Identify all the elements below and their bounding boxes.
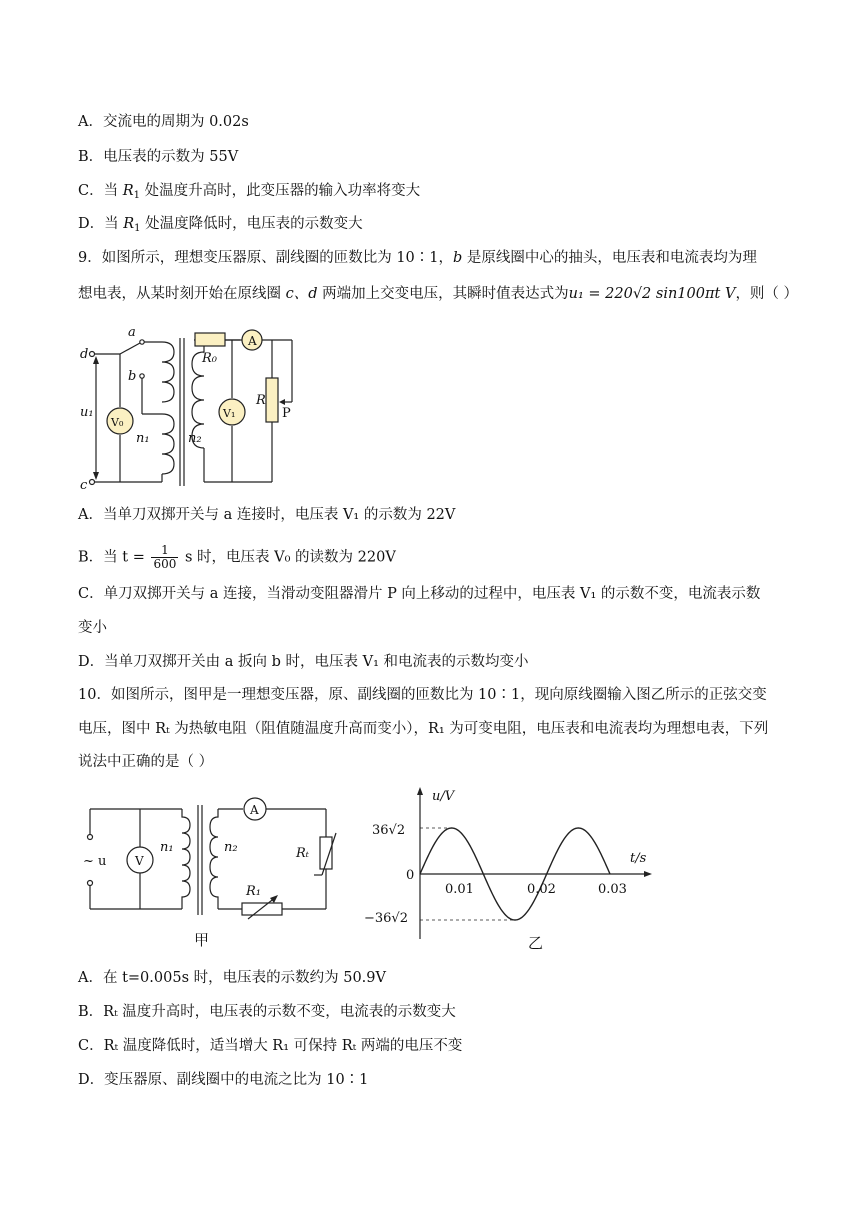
q8-option-d-r: R <box>123 216 135 232</box>
wave-ytick-top: 36√2 <box>372 823 406 838</box>
q10-circuit-jia <box>78 795 348 955</box>
q10-voltmeter: V <box>135 854 144 868</box>
q9-voltmeter-v1: V₁ <box>223 407 236 420</box>
q10-label-n1: n₁ <box>160 840 174 855</box>
q10-option-a: A．在 t=0.005s 时，电压表的示数约为 50.9V <box>78 970 386 986</box>
q8-option-d-pre: D．当 <box>78 216 124 232</box>
q9-label-n2: n₂ <box>188 431 202 446</box>
q9-voltmeter-v0: V₀ <box>111 416 124 429</box>
q10-waveform-chart-yi <box>358 784 658 954</box>
q8-option-d <box>78 214 363 239</box>
q10-figure-jia-label: 甲 <box>194 931 210 949</box>
q9-option-a: A．当单刀双掷开关与 a 连接时，电压表 V₁ 的示数为 22V <box>78 507 456 523</box>
q9-stem2-cd: c、d <box>285 286 318 302</box>
q10-figure-yi-label: 乙 <box>528 934 544 952</box>
q9-fraction-den: 600 <box>153 557 177 571</box>
q10-stem-line3: 说法中正确的是（ ） <box>78 754 214 770</box>
q9-option-b-pre: B．当 t = <box>78 549 150 566</box>
wave-xlabel: t/s <box>630 851 647 866</box>
q10-label-rt: Rₜ <box>296 846 309 861</box>
q9-option-b <box>78 544 396 571</box>
q9-label-a: a <box>128 325 136 340</box>
wave-xtick-003: 0.03 <box>598 882 627 897</box>
q10-label-n2: n₂ <box>224 840 238 855</box>
wave-ytick-zero: 0 <box>406 868 415 883</box>
wave-ytick-bottom: −36√2 <box>364 911 408 926</box>
q9-stem2-mid: 两端加上交变电压，其瞬时值表达式为 <box>317 286 569 302</box>
q9-label-d: d <box>80 347 89 362</box>
q10-stem-line2: 电压，图中 Rₜ 为热敏电阻（阻值随温度升高而变小），R₁ 为可变电阻，电压表和电流表均为理想电表，下列 <box>78 721 769 737</box>
q9-stem-line1 <box>78 248 757 268</box>
q8-option-c-post: 处温度升高时，此变压器的输入功率将变大 <box>140 183 421 199</box>
q9-formula: u₁ = 220√2 sin100πt V <box>568 286 736 302</box>
q9-fraction-num: 1 <box>151 544 178 558</box>
q10-option-b: B．Rₜ 温度升高时，电压表的示数不变，电流表的示数变大 <box>78 1004 456 1020</box>
q9-stem1-pre: 9．如图所示，理想变压器原、副线圈的匝数比为 10∶1， <box>78 250 454 266</box>
q8-option-d-sub: 1 <box>134 223 141 234</box>
q9-stem1-post: 是原线圈中心的抽头，电压表和电流表均为理 <box>462 250 757 266</box>
q8-option-c-sub: 1 <box>133 190 141 201</box>
q8-option-d-post: 处温度降低时，电压表的示数变大 <box>140 216 363 232</box>
q9-stem2-pre: 想电表，从某时刻开始在原线圈 <box>78 286 286 302</box>
q9-option-c-line1: C．单刀双掷开关与 a 连接，当滑动变阻器滑片 P 向上移动的过程中，电压表 V₁ 的示数不变，电流表示数 <box>78 586 761 602</box>
q8-option-a: A．交流电的周期为 0.02s <box>78 114 249 130</box>
q9-stem-line2 <box>78 284 798 304</box>
q8-option-c-pre: C．当 <box>78 183 123 199</box>
q9-label-n1: n₁ <box>136 431 150 446</box>
q9-option-c-line2: 变小 <box>78 620 107 636</box>
q10-stem-line1: 10．如图所示，图甲是一理想变压器，原、副线圈的匝数比为 10∶1，现向原线圈输入图乙所示的正弦交变 <box>78 687 767 703</box>
q10-label-r1: R₁ <box>246 884 261 899</box>
q9-label-b: b <box>128 369 137 384</box>
q9-label-r: R <box>256 393 266 408</box>
q9-option-d: D．当单刀双掷开关由 a 扳向 b 时，电压表 V₁ 和电流表的示数均变小 <box>78 654 529 670</box>
q10-ammeter: A <box>250 803 259 817</box>
q9-ammeter: A <box>248 334 257 348</box>
q10-source-u: ~ u <box>83 854 107 869</box>
q10-option-c: C．Rₜ 温度降低时，适当增大 R₁ 可保持 Rₜ 两端的电压不变 <box>78 1038 463 1054</box>
q8-option-b: B．电压表的示数为 55V <box>78 149 239 165</box>
q9-label-p: P <box>282 406 291 421</box>
q9-option-b-post: s 时，电压表 V₀ 的读数为 220V <box>180 549 396 566</box>
wave-ylabel: u/V <box>432 789 455 804</box>
q10-option-d: D．变压器原、副线圈中的电流之比为 10∶1 <box>78 1072 369 1088</box>
q9-label-u1: u₁ <box>80 405 94 420</box>
q9-option-b-fraction <box>151 544 178 571</box>
q9-stem1-b: b <box>453 250 463 266</box>
q9-label-r0: R₀ <box>202 351 217 366</box>
q8-option-c <box>78 181 420 206</box>
wave-xtick-001: 0.01 <box>445 882 474 897</box>
q9-label-c: c <box>80 478 88 492</box>
q9-circuit-diagram <box>78 322 308 492</box>
q8-option-c-r: R <box>122 183 134 199</box>
wave-xtick-002: 0.02 <box>527 882 556 897</box>
q9-stem2-post: ，则（ ） <box>735 286 799 302</box>
